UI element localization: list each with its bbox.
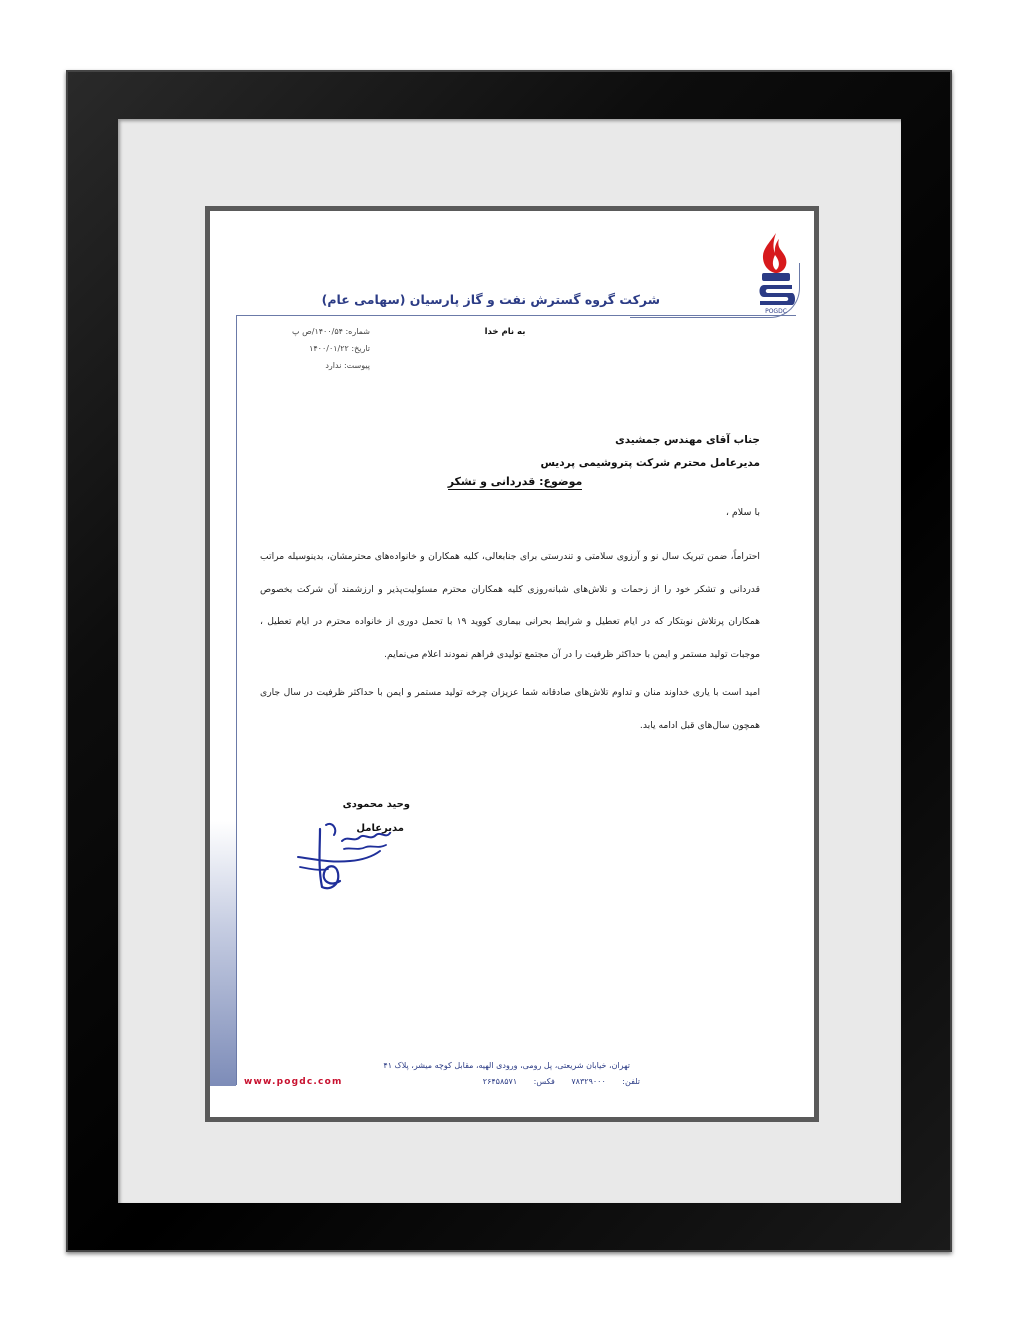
- body-paragraph-1: احتراماً، ضمن تبریک سال نو و آرزوی سلامتی و تندرستی برای جنابعالی، کلیه همکاران و خانواده‌های محترمشان، بدینوسیله مراتب قدردانی و تشکر خود را از زحمات و تلاش‌های شبانه‌روزی کلیه همکاران محترم مسئولیت‌پذیر و ارزشمند آن شرکت بخصوص همکاران پرتلاش نوبتکار که در ایام تعطیل و شرایط بحرانی بیماری کووید ۱۹ با تحمل دوری از خانواده محترم در ایام تعطیل ، موجبات تولید مستمر و ایمن با حداکثر ظرفیت را در آن مجتمع تولیدی فراهم نمودند اعلام می‌نمایم.: [260, 551, 760, 660]
- margin-rule: [236, 315, 237, 1085]
- recipient-title: مدیرعامل محترم شرکت پتروشیمی پردیس: [540, 457, 760, 469]
- footer-phone-fax: تلفن: ۷۸۳۲۹۰۰۰ فکس: ۲۶۴۵۸۵۷۱: [482, 1077, 640, 1086]
- recipient-name: جناب آقای مهندس جمشیدی: [615, 434, 760, 446]
- handwritten-signature-icon: [290, 817, 400, 897]
- greeting: با سلام ،: [725, 507, 760, 518]
- company-logo-icon: [746, 229, 806, 317]
- letter-number: شماره: ۱۴۰۰/۵۴/ص پ: [292, 327, 370, 336]
- body-paragraph-2: امید است با یاری خداوند منان و تداوم تلاش‌های صادقانه شما عزیزان چرخه تولید مستمر و ایمن با حداکثر ظرفیت در سال جاری همچون سال‌های قبل ادامه یابد.: [260, 687, 760, 731]
- subject-text: موضوع: قدردانی و تشکر: [447, 475, 583, 488]
- signer-title: مدیرعامل: [356, 823, 404, 834]
- letter-page: [210, 211, 814, 1117]
- decorative-side-band: [210, 821, 236, 1086]
- footer-address: تهران، خیابان شریعتی، پل رومی، ورودی الهیه، مقابل کوچه میشر، پلاک ۴۱: [383, 1061, 630, 1070]
- signer-name: وحید محمودی: [342, 799, 410, 810]
- footer-website: www.pogdc.com: [244, 1077, 343, 1087]
- letter-date: تاریخ: ۱۴۰۰/۰۱/۲۲: [309, 344, 370, 353]
- letter-subject: [410, 475, 620, 488]
- letter-body: [260, 541, 760, 742]
- recipient-block: [340, 429, 760, 475]
- company-name: شرکت گروه گسترش نفت و گاز پارسیان (سهامی عام): [321, 292, 660, 307]
- bismillah: به نام خدا: [484, 327, 526, 337]
- letter-attachment: پیوست: ندارد: [325, 361, 370, 370]
- svg-text:POGDC: POGDC: [765, 308, 787, 315]
- letter-meta: [260, 323, 370, 374]
